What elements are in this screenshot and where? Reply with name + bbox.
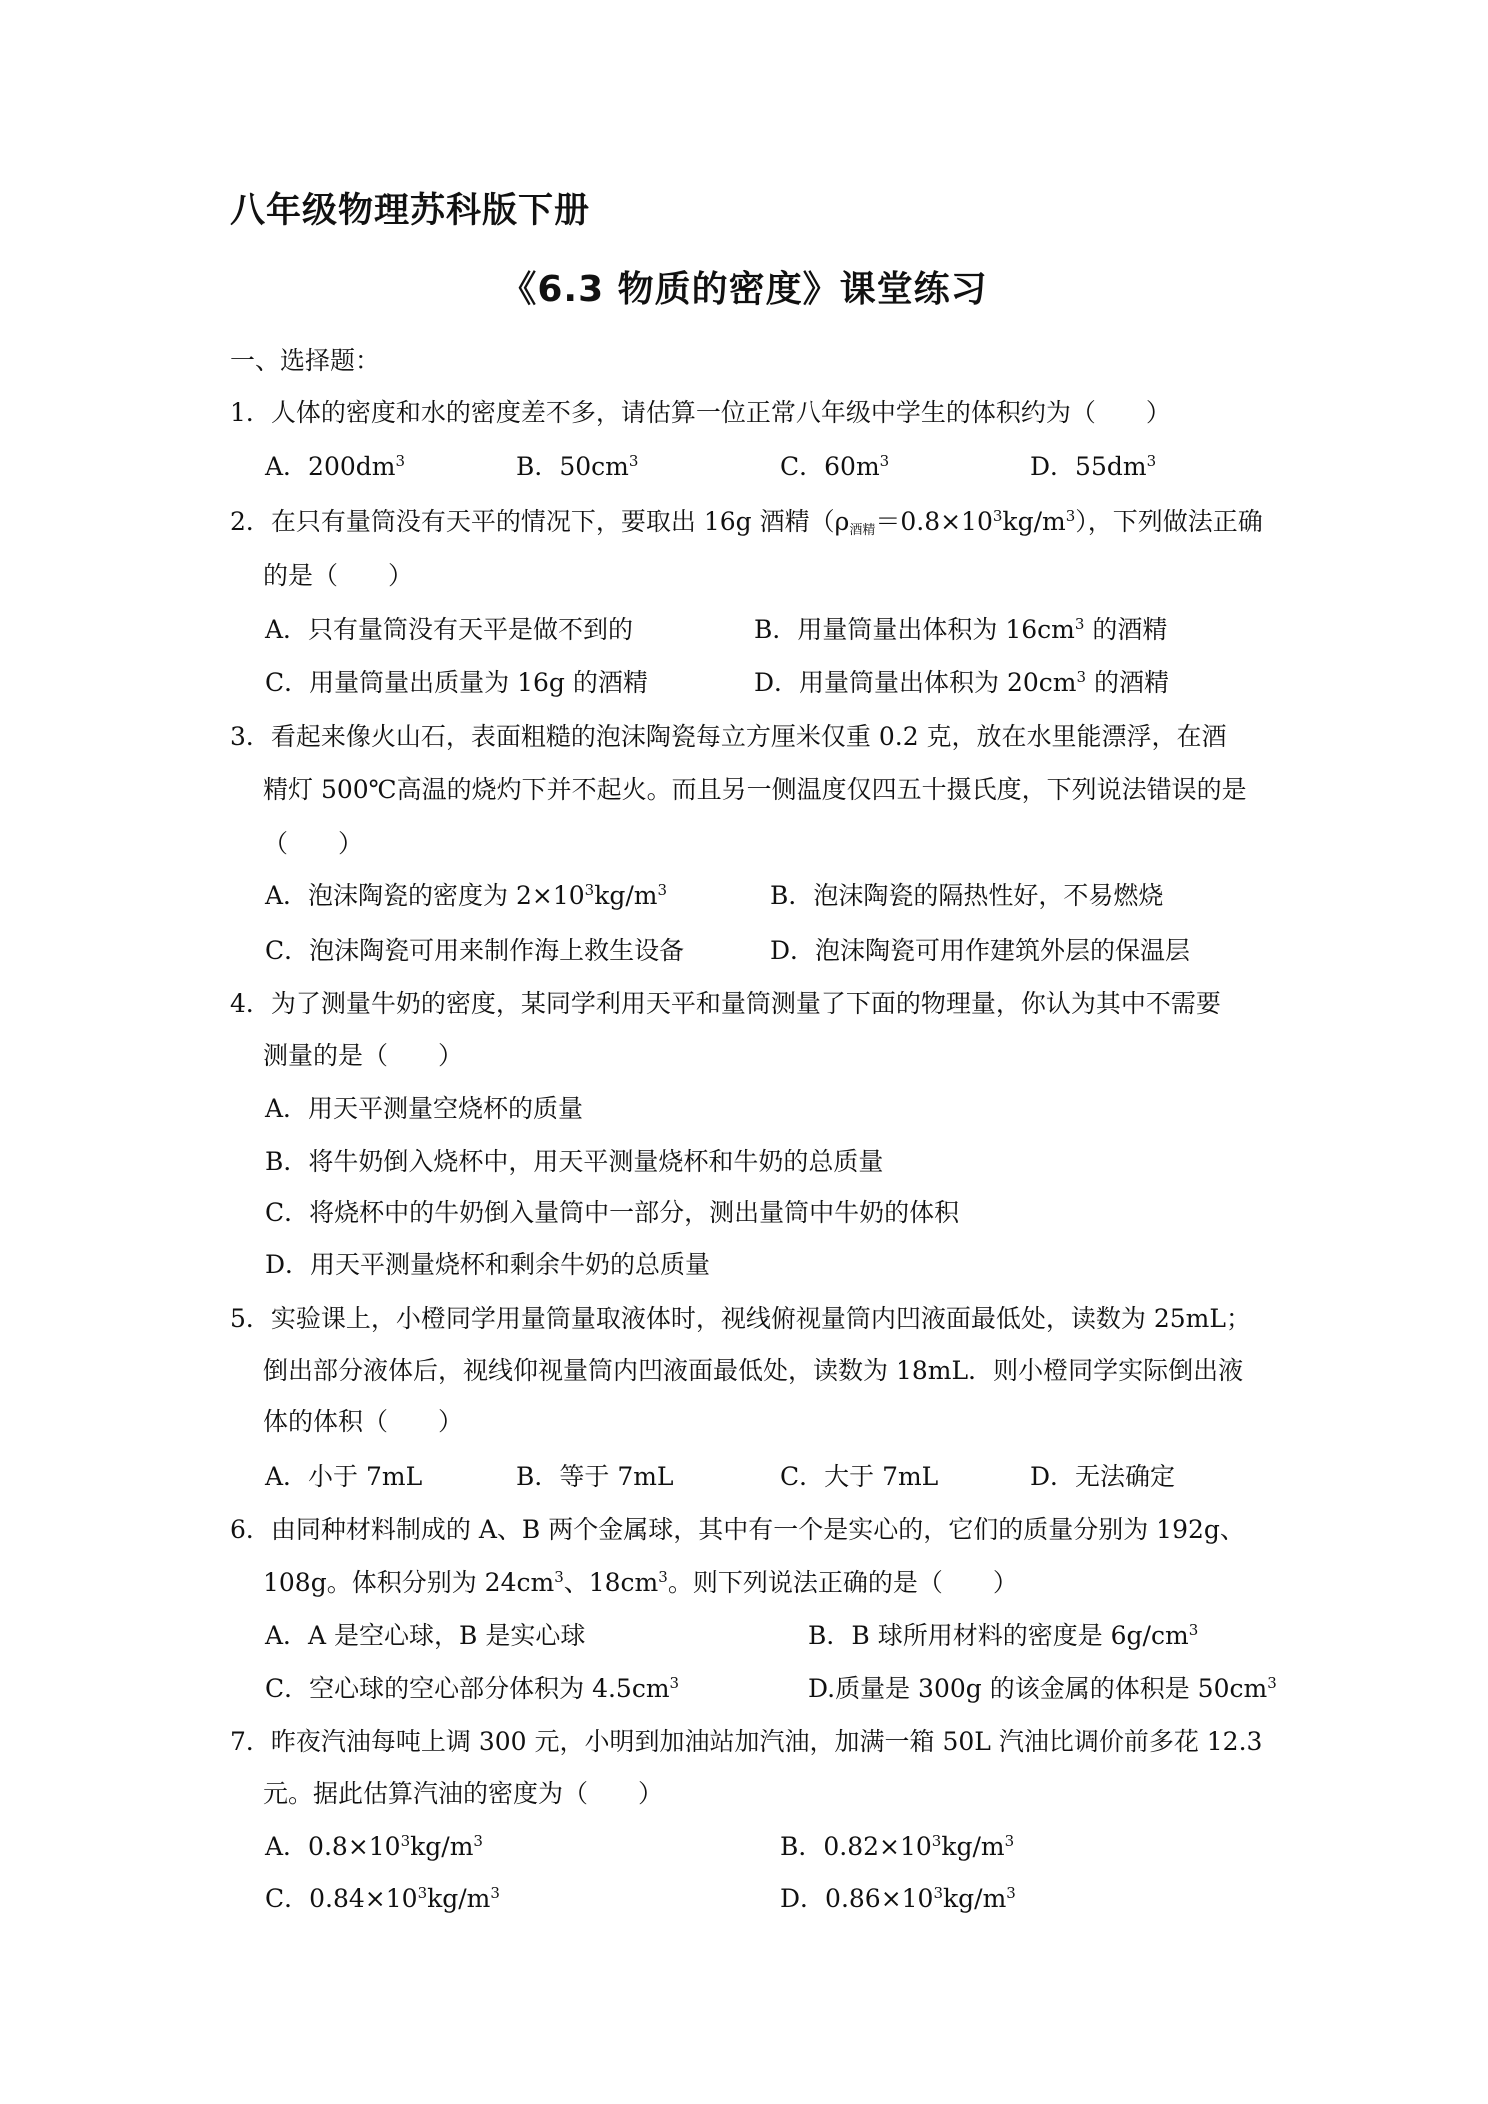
- question-4-text-line1: 4．为了测量牛奶的密度，某同学利用天平和量筒测量了下面的物理量，你认为其中不需要: [230, 989, 1221, 1018]
- question-1-option-b: B．$50cm^3$: [516, 452, 639, 481]
- question-6-text-line2: 108g。体积分别为 $24cm^3$、$18cm^3$。则下列说法正确的是（ ）: [263, 1568, 1018, 1597]
- question-7-text-line2: 元。据此估算汽油的密度为（ ）: [263, 1779, 664, 1808]
- question-6-text-line1: 6．由同种材料制成的 A、B 两个金属球，其中有一个是实心的，它们的质量分别为 192g、: [230, 1515, 1245, 1544]
- question-4-text-line2: 测量的是（ ）: [263, 1041, 464, 1070]
- question-4-option-a: A．用天平测量空烧杯的质量: [265, 1094, 584, 1123]
- document-subtitle: 《6.3 物质的密度》课堂练习: [500, 269, 988, 310]
- question-7-option-d: D．$0.86\times 10^3kg/m^3$: [780, 1884, 1016, 1913]
- question-5-text-line1: 5．实验课上，小橙同学用量筒量取液体时，视线俯视量筒内凹液面最低处，读数为 25mL；: [230, 1304, 1251, 1333]
- question-6-option-c: C．空心球的空心部分体积为 $4.5cm^3$: [265, 1674, 680, 1703]
- question-2-option-d: D．用量筒量出体积为 $20cm^3$ 的酒精: [754, 668, 1170, 697]
- question-6-option-d: D.质量是 300g 的该金属的体积是 $50cm^3$: [808, 1674, 1277, 1703]
- question-3-text-line2: 精灯 500℃高温的烧灼下并不起火。而且另一侧温度仅四五十摄氏度，下列说法错误的是: [263, 775, 1247, 804]
- question-1-text: 1．人体的密度和水的密度差不多，请估算一位正常八年级中学生的体积约为（ ）: [230, 398, 1171, 427]
- question-2-option-c: C．用量筒量出质量为 16g 的酒精: [265, 668, 648, 697]
- section-label: 一、选择题：: [230, 346, 381, 375]
- question-1-option-c: C．$60m^3$: [780, 452, 890, 481]
- question-5-text-line3: 体的体积（ ）: [263, 1407, 464, 1436]
- question-5-option-d: D．无法确定: [1030, 1462, 1176, 1491]
- question-6-option-b: B．B 球所用材料的密度是 $6g/cm^3$: [808, 1621, 1199, 1650]
- question-3-text-line3: （ ）: [263, 829, 364, 858]
- question-2-text-line1: 2．在只有量筒没有天平的情况下，要取出 16g 酒精$(\rho_{酒精}=0.8\times 10^3kg/m^3)$，下列做法正确: [230, 507, 1263, 538]
- question-1-option-d: D．$55dm^3$: [1030, 452, 1157, 481]
- question-7-option-b: B．$0.82\times 10^3kg/m^3$: [780, 1832, 1015, 1861]
- question-5-option-a: A．小于 7mL: [265, 1462, 423, 1491]
- question-2-option-b: B．用量筒量出体积为 $16cm^3$ 的酒精: [754, 615, 1168, 644]
- question-6-option-a: A．A 是空心球，B 是实心球: [265, 1621, 586, 1650]
- question-4-option-d: D．用天平测量烧杯和剩余牛奶的总质量: [265, 1250, 711, 1279]
- question-1-option-a: A．$200dm^3$: [265, 452, 406, 481]
- question-3-option-a: A．泡沫陶瓷的密度为 $2\times 10^3kg/m^3$: [265, 881, 668, 910]
- question-3-text-line1: 3．看起来像火山石，表面粗糙的泡沫陶瓷每立方厘米仅重 0.2 克，放在水里能漂浮，在酒: [230, 722, 1227, 751]
- document-title: 八年级物理苏科版下册: [230, 191, 591, 231]
- question-4-option-c: C．将烧杯中的牛奶倒入量筒中一部分，测出量筒中牛奶的体积: [265, 1198, 960, 1227]
- question-5-option-b: B．等于 7mL: [516, 1462, 674, 1491]
- question-7-text-line1: 7．昨夜汽油每吨上调 300 元，小明到加油站加汽油，加满一箱 50L 汽油比调价前多花 12.3: [230, 1727, 1263, 1756]
- question-5-text-line2: 倒出部分液体后，视线仰视量筒内凹液面最低处，读数为 18mL．则小橙同学实际倒出液: [263, 1356, 1244, 1385]
- question-4-option-b: B．将牛奶倒入烧杯中，用天平测量烧杯和牛奶的总质量: [265, 1147, 884, 1176]
- question-7-option-a: A．$0.8\times 10^3kg/m^3$: [265, 1832, 483, 1861]
- question-2-text-line2: 的是（ ）: [263, 561, 414, 590]
- question-3-option-b: B．泡沫陶瓷的隔热性好，不易燃烧: [770, 881, 1164, 910]
- question-3-option-d: D．泡沫陶瓷可用作建筑外层的保温层: [770, 936, 1191, 965]
- question-3-option-c: C．泡沫陶瓷可用来制作海上救生设备: [265, 936, 685, 965]
- question-2-option-a: A．只有量筒没有天平是做不到的: [265, 615, 634, 644]
- question-7-option-c: C．$0.84\times 10^3kg/m^3$: [265, 1884, 500, 1913]
- question-5-option-c: C．大于 7mL: [780, 1462, 939, 1491]
